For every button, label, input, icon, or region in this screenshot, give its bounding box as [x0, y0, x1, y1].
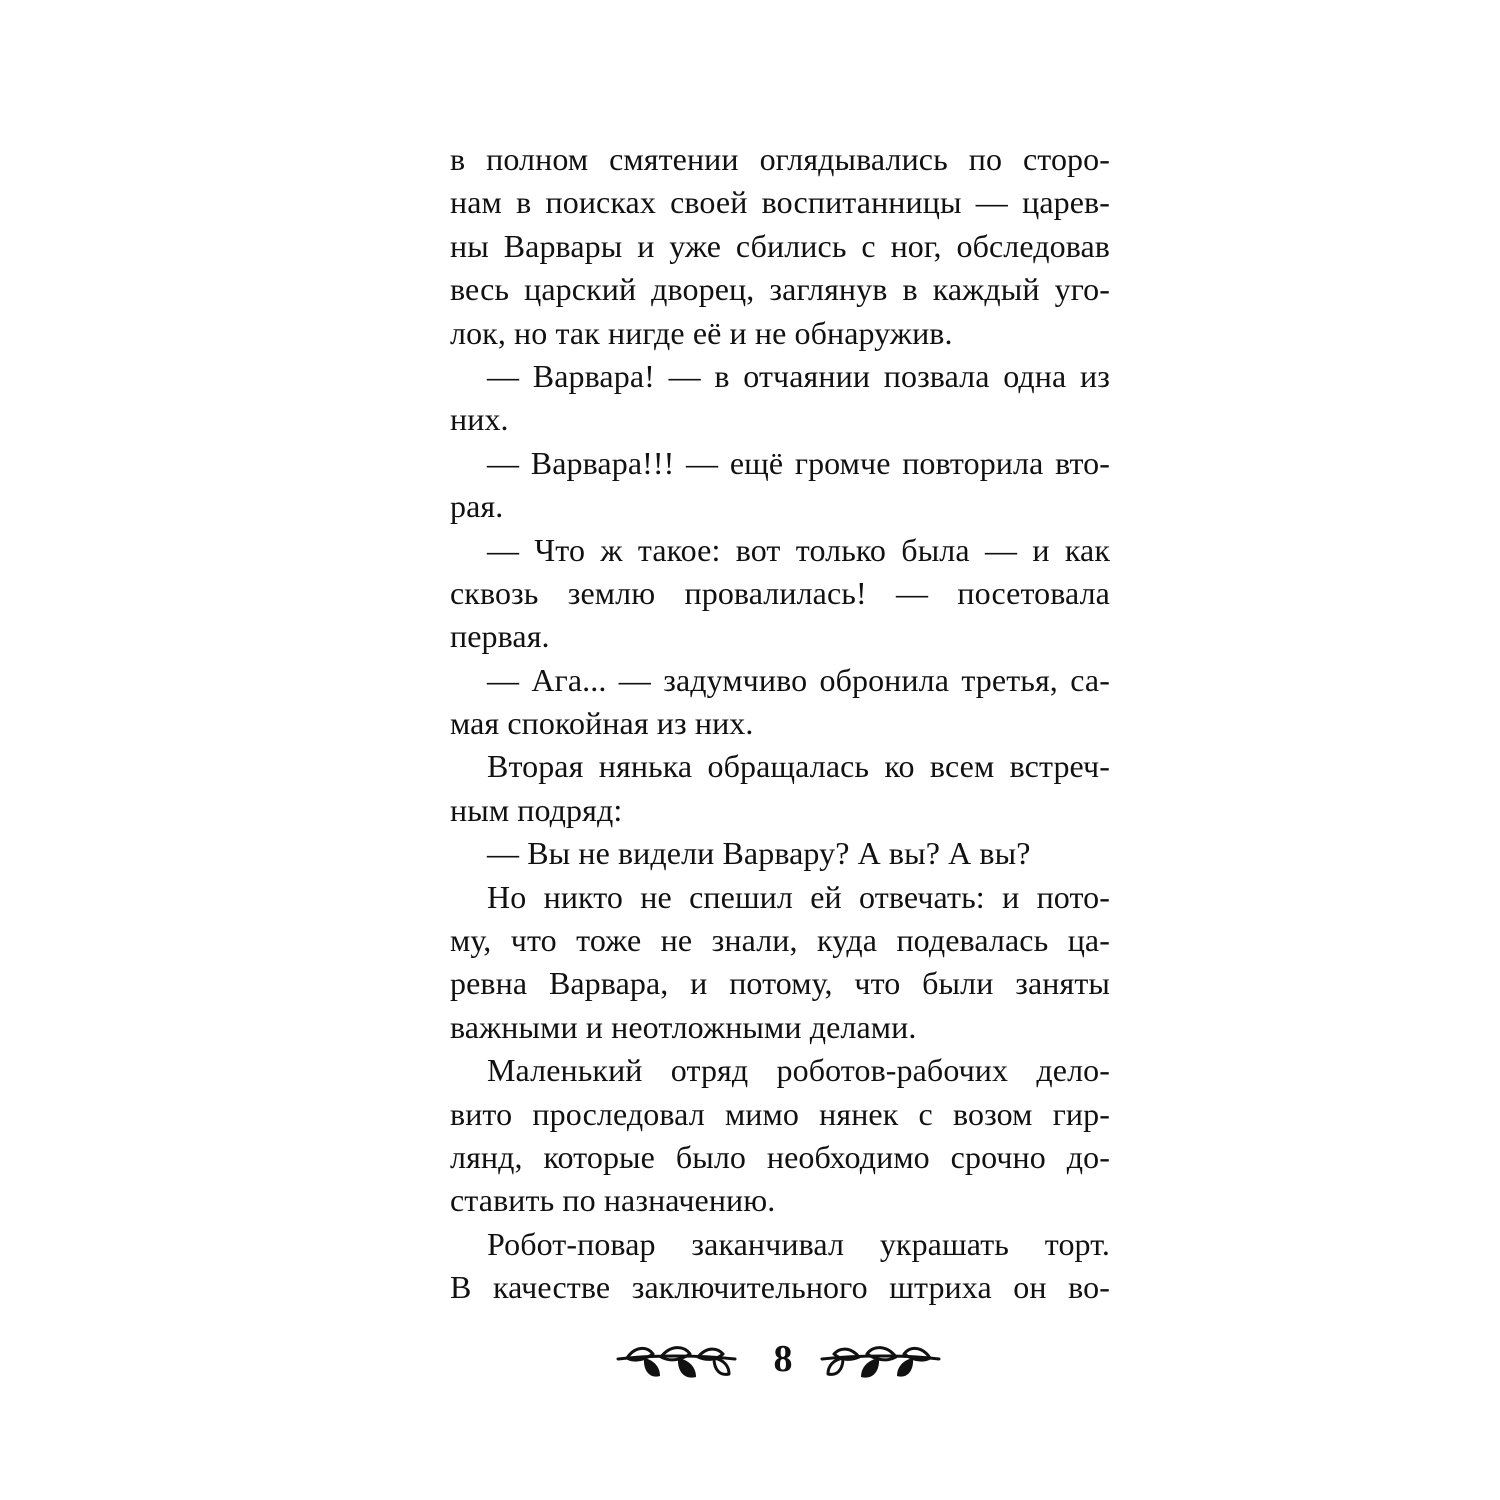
body-text — [450, 138, 1110, 1310]
text-line: лянд, которые было необходимо срочно до- — [450, 1138, 1110, 1175]
text-line: в полном смятении оглядывались по сторо- — [450, 141, 1110, 177]
text-line: му, что тоже не знали, куда подевалась ца- — [450, 922, 1110, 959]
text-line: лок, но так нигде её и не обнаружив. — [450, 314, 953, 351]
text-line: них. — [450, 401, 509, 438]
page-footer — [600, 1330, 945, 1390]
text-line: важными и неотложными делами. — [450, 1008, 917, 1045]
text-line: Робот-повар заканчивал украшать торт. — [487, 1225, 1110, 1262]
laurel-branch-left-icon — [615, 1342, 739, 1386]
text-line: ревна Варвара, и потому, что были заняты — [450, 965, 1110, 1002]
text-line: весь царский дворец, заглянув в каждый уго- — [450, 271, 1110, 308]
text-line: В качестве заключительного штриха он во- — [450, 1269, 1110, 1306]
text-line: вито проследовал мимо нянек с возом гир- — [450, 1095, 1110, 1132]
text-line: Но никто не спешил ей отвечать: и пото- — [487, 878, 1110, 915]
page-number: 8 — [773, 1338, 793, 1380]
text-line: мая спокойная из них. — [450, 705, 754, 742]
text-line: — Варвара!!! — ещё громче повторила вто- — [487, 444, 1110, 481]
text-line: рая. — [450, 488, 504, 525]
text-line: Вторая нянька обращалась ко всем встреч- — [487, 748, 1110, 785]
text-line: — Что ж такое: вот только была — и как — [487, 531, 1110, 568]
text-line: ны Варвары и уже сбились с ног, обследовав — [450, 227, 1110, 264]
laurel-branch-right-icon — [818, 1342, 942, 1386]
text-line: — Вы не видели Варвару? А вы? А вы? — [487, 835, 1031, 872]
text-line: ным подряд: — [450, 791, 623, 828]
text-line: — Варвара! — в отчаянии позвала одна из — [487, 357, 1110, 394]
text-line: — Ага... — задумчиво обронила третья, са- — [487, 661, 1110, 698]
text-line: ставить по назначению. — [450, 1182, 776, 1219]
text-line: Маленький отряд роботов-рабочих дело- — [487, 1052, 1110, 1089]
text-line: нам в поисках своей воспитанницы — царев- — [450, 184, 1110, 221]
text-line: сквозь землю провалилась! — посетовала — [450, 574, 1110, 611]
text-line: первая. — [450, 618, 550, 655]
